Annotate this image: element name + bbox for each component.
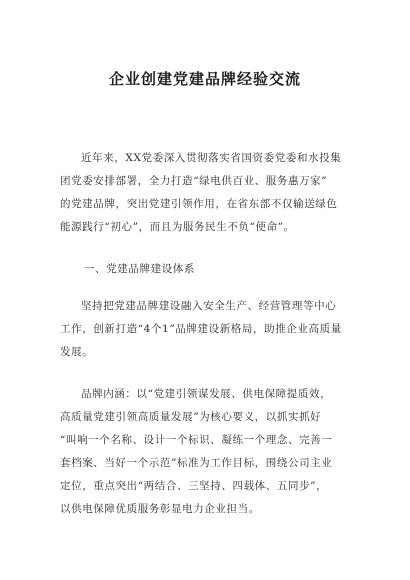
- document-title: 企业创建党建品牌经验交流: [108, 70, 301, 88]
- paragraph-line: 品牌内涵：以“党建引领谋发展、供电保障提质效，: [81, 388, 332, 400]
- paragraph-3: [60, 383, 352, 521]
- paragraph-line: 坚持把党建品牌建设融入安全生产、经营管理等中心: [81, 300, 337, 312]
- paragraph-line: 套档案、当好一个示范”标准为工作目标，围绕公司主业: [60, 457, 333, 469]
- paragraph-line: 近年来，XX党委深入贯彻落实省国资委党委和水投集: [81, 152, 342, 164]
- paragraph-line: 以供电保障优质服务彰显电力企业担当。: [60, 503, 260, 515]
- paragraph-line: 发展。: [60, 346, 94, 358]
- paragraph-line: “叫响一个名称、设计一个标识、凝练一个理念、完善一: [60, 434, 333, 446]
- paragraph-2: [60, 295, 352, 364]
- paragraph-line: 能源践行“初心”，而且为服务民生不负“使命”。: [60, 221, 295, 233]
- paragraph-line: 团党委安排部署，全力打造“绿电供百业、服务惠万家”: [60, 175, 328, 187]
- paragraph-line: 的党建品牌，突出党建引领作用，在省东部不仅输送绿色: [60, 198, 338, 210]
- paragraph-line: 定位，重点突出“两结合、三坚持、四载体、五同步”，: [60, 480, 328, 492]
- section-heading: 一、党建品牌建设体系: [84, 263, 195, 275]
- paragraph-line: 工作，创新打造“4个1”品牌建设新格局，助推企业高质量: [60, 323, 342, 335]
- paragraph-line: 高质量党建引领高质量发展”为核心要义，以抓实抓好: [60, 411, 322, 423]
- intro-paragraph: [60, 147, 352, 239]
